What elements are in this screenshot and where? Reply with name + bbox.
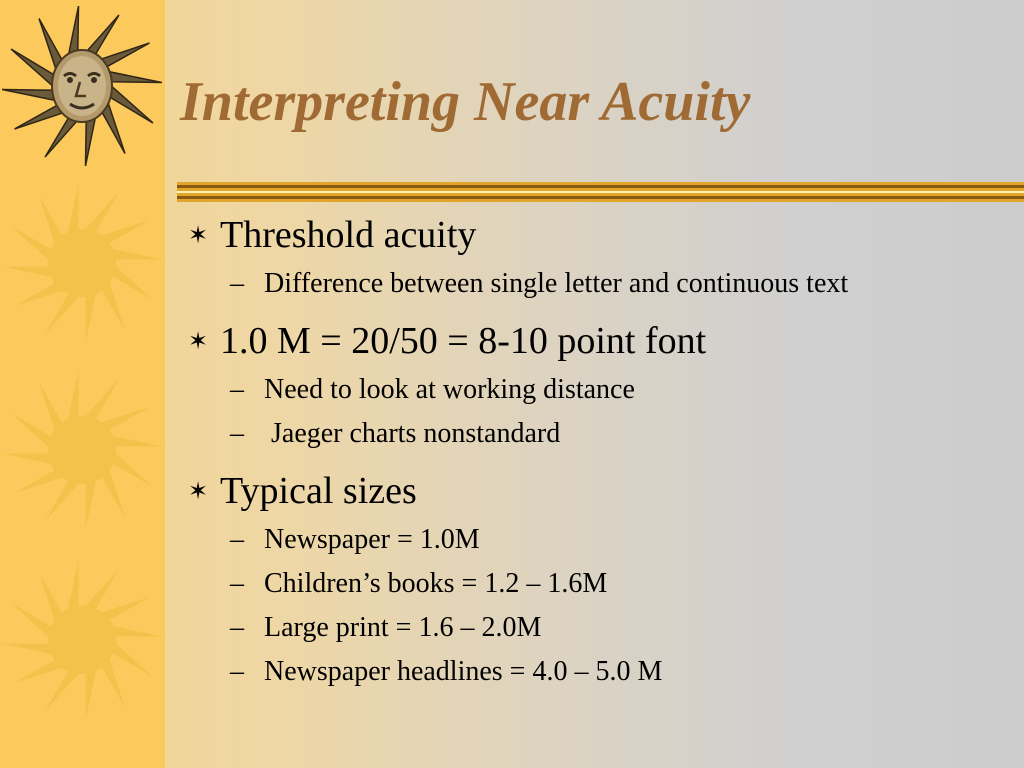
star-bullet-icon: ✶ [188, 327, 209, 355]
bullet-item [186, 212, 1016, 258]
sub-bullet-text: Newspaper headlines = 4.0 – 5.0 M [264, 656, 663, 687]
dash-bullet-icon: – [230, 612, 244, 643]
slide-title: Interpreting Near Acuity [180, 71, 751, 133]
decorative-sidebar [0, 0, 165, 768]
dash-bullet-icon: – [230, 268, 244, 299]
sun-icon [2, 555, 162, 725]
face-sun-icon [2, 2, 162, 170]
sub-bullet-text: Children’s books = 1.2 – 1.6M [264, 568, 608, 599]
sub-bullet-item [186, 653, 1016, 690]
dash-bullet-icon: – [230, 418, 244, 449]
sub-bullet-item [186, 565, 1016, 602]
title-divider [177, 180, 1024, 204]
bullet-text: Typical sizes [220, 470, 417, 512]
star-bullet-icon: ✶ [188, 477, 209, 505]
bullet-text: Threshold acuity [220, 214, 477, 256]
dash-bullet-icon: – [230, 524, 244, 555]
bullet-item [186, 468, 1016, 514]
sub-bullet-item [186, 609, 1016, 646]
sub-bullet-text: Need to look at working distance [264, 374, 635, 405]
dash-bullet-icon: – [230, 656, 244, 687]
sun-icon [2, 365, 162, 535]
sub-bullet-item [186, 371, 1016, 408]
sub-bullet-text: Jaeger charts nonstandard [264, 418, 561, 449]
dash-bullet-icon: – [230, 374, 244, 405]
sub-bullet-item [186, 265, 1016, 302]
sub-bullet-item [186, 415, 1016, 452]
sub-bullet-item [186, 521, 1016, 558]
dash-bullet-icon: – [230, 568, 244, 599]
sub-bullet-text: Large print = 1.6 – 2.0M [264, 612, 542, 643]
bullet-text: 1.0 M = 20/50 = 8-10 point font [220, 320, 707, 362]
sun-icon [2, 178, 162, 348]
sub-bullet-text: Difference between single letter and continuous text [264, 268, 849, 299]
sub-bullet-text: Newspaper = 1.0M [264, 524, 480, 555]
bullet-item [186, 318, 1016, 364]
star-bullet-icon: ✶ [188, 221, 209, 249]
slide-body [186, 212, 1016, 690]
